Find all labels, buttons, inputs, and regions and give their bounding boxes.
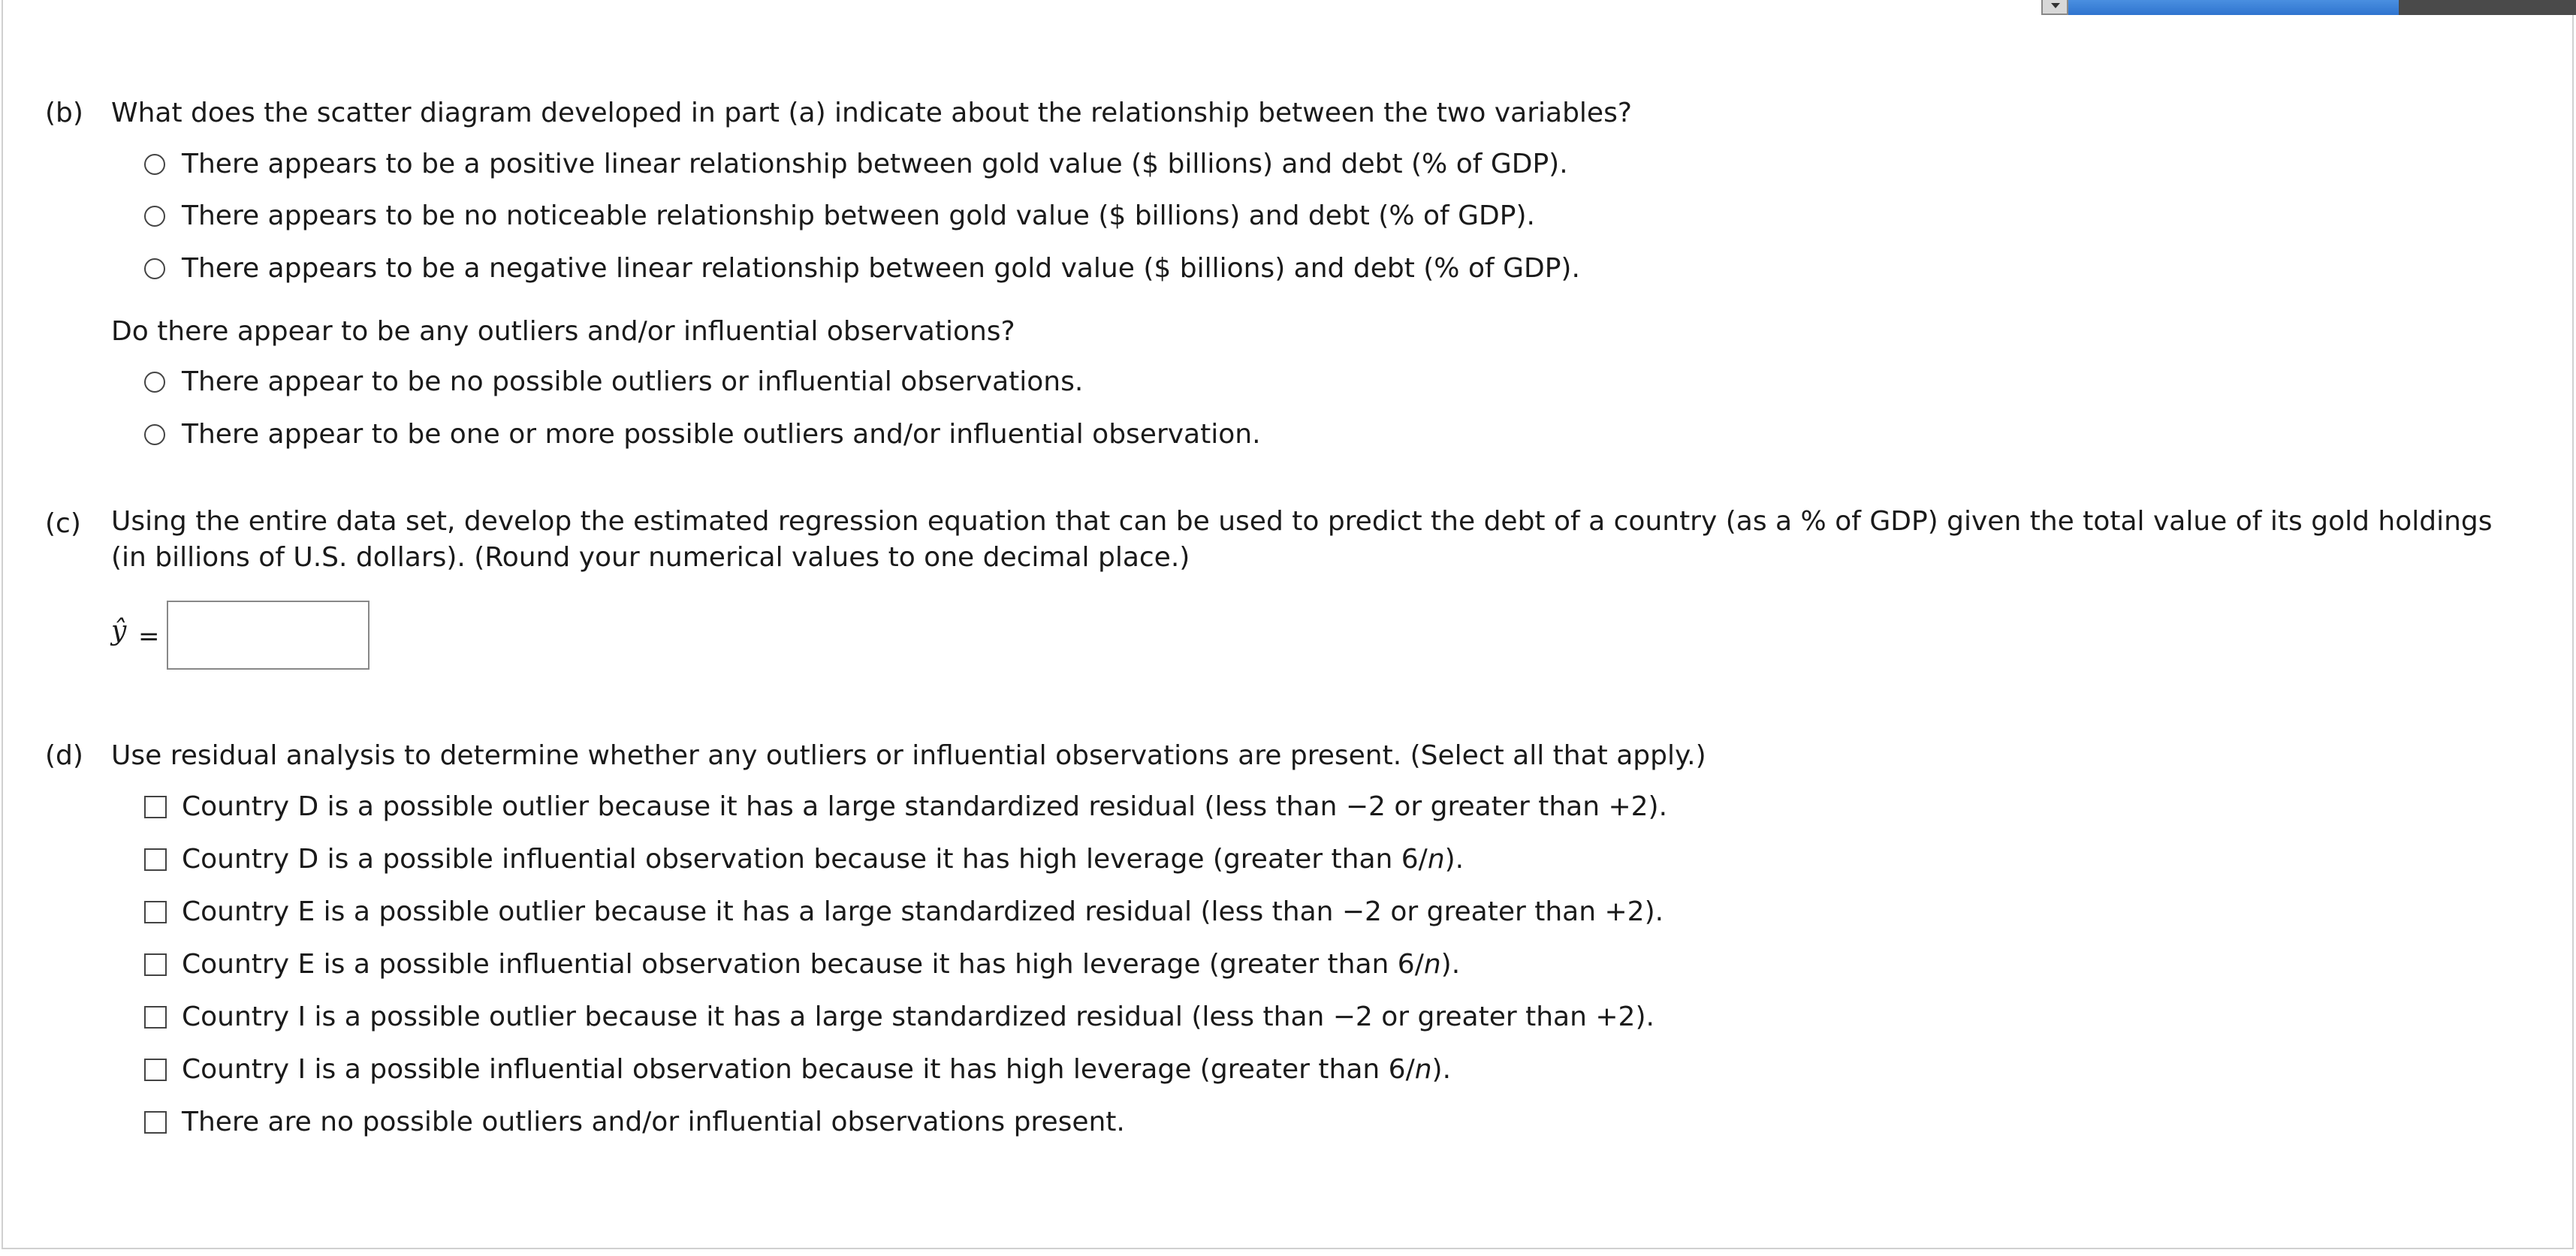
relationship-option-positive[interactable] [144, 149, 1568, 179]
dropdown-toggle-button[interactable] [2041, 0, 2068, 15]
outliers-option-none[interactable] [144, 366, 1083, 397]
toolbar-dark-segment [2399, 0, 2576, 15]
residual-option-d-outlier[interactable] [144, 791, 1667, 822]
yhat-symbol: ŷ [111, 616, 127, 646]
toolbar-blue-segment [2068, 0, 2399, 15]
option-label: Country E is a possible influential observation because it has high leverage (greater than 6/n). [182, 949, 1461, 980]
checkbox[interactable] [144, 953, 167, 976]
relationship-option-none[interactable] [144, 200, 1535, 231]
part-d-question: Use residual analysis to determine whether any outliers or influential observations are present. (Select all that apply.) [111, 740, 1706, 771]
radio-button[interactable] [144, 372, 165, 393]
part-c-question: Using the entire data set, develop the estimated regression equation that can be used to predict the debt of a country (as a % of GDP) given the total value of its gold holdings (in billions of U.S. dollars). (Round your numerical values to one decimal place.) [111, 506, 2493, 573]
part-b-question: What does the scatter diagram developed in part (a) indicate about the relationship between the two variables? [111, 98, 1632, 128]
option-label: There are no possible outliers and/or influential observations present. [182, 1107, 1125, 1137]
residual-option-e-outlier[interactable] [144, 896, 1664, 927]
residual-option-i-influential[interactable] [144, 1054, 1451, 1085]
option-label: There appears to be no noticeable relationship between gold value ($ billions) and debt (% of GDP). [182, 200, 1535, 231]
checkbox[interactable] [144, 848, 167, 871]
part-d-label: (d) [45, 740, 83, 771]
option-label: Country I is a possible outlier because it has a large standardized residual (less than −2 or greater than +2). [182, 1001, 1654, 1032]
checkbox[interactable] [144, 1059, 167, 1081]
option-label: Country D is a possible influential observation because it has high leverage (greater than 6/n). [182, 844, 1464, 875]
relationship-option-negative[interactable] [144, 253, 1580, 284]
checkbox[interactable] [144, 901, 167, 923]
top-toolbar [2041, 0, 2576, 15]
option-label: Country D is a possible outlier because it has a large standardized residual (less than −2 or greater than +2). [182, 791, 1668, 822]
regression-equation-input[interactable] [167, 601, 370, 670]
checkbox[interactable] [144, 1006, 167, 1029]
radio-button[interactable] [144, 424, 165, 445]
radio-button[interactable] [144, 206, 165, 227]
checkbox[interactable] [144, 796, 167, 818]
radio-button[interactable] [144, 154, 165, 175]
option-label: Country I is a possible influential observation because it has high leverage (greater than 6/n). [182, 1054, 1452, 1085]
checkbox[interactable] [144, 1111, 167, 1134]
option-label: There appears to be a negative linear relationship between gold value ($ billions) and debt (% of GDP). [182, 253, 1580, 284]
part-b-label: (b) [45, 98, 83, 128]
option-label: There appears to be a positive linear relationship between gold value ($ billions) and debt (% of GDP). [182, 149, 1568, 179]
option-label: There appear to be one or more possible outliers and/or influential observation. [182, 419, 1261, 450]
equals-sign: = [138, 622, 160, 652]
residual-option-i-outlier[interactable] [144, 1001, 1654, 1032]
residual-option-none[interactable] [144, 1107, 1125, 1137]
radio-button[interactable] [144, 258, 165, 279]
part-c-label: (c) [45, 508, 81, 539]
option-label: Country E is a possible outlier because it has a large standardized residual (less than −2 or greater than +2). [182, 896, 1664, 927]
residual-option-d-influential[interactable] [144, 844, 1464, 875]
outliers-option-some[interactable] [144, 419, 1261, 450]
option-label: There appear to be no possible outliers or influential observations. [182, 366, 1084, 397]
residual-option-e-influential[interactable] [144, 949, 1460, 980]
outliers-question: Do there appear to be any outliers and/or influential observations? [111, 316, 1015, 347]
